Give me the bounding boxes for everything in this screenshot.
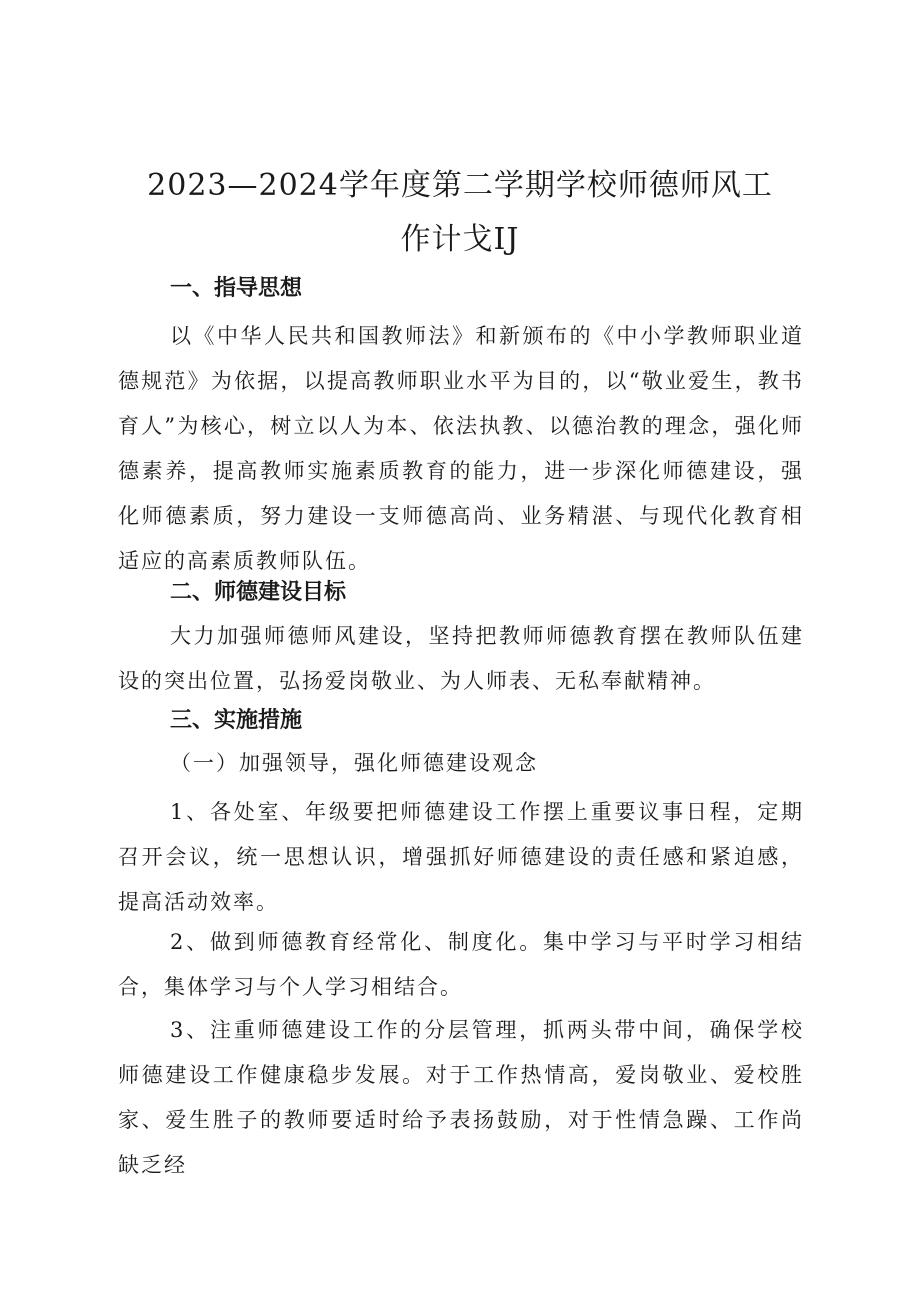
paragraph-measure-3: 3、注重师德建设工作的分层管理，抓两头带中间，确保学校师德建设工作健康稳步发展。对于工作热情高，爱岗敬业、爱校胜家、爱生胜子的教师要适时给予表扬鼓励，对于性情急躁、工作尚缺乏经 bbox=[118, 1018, 804, 1177]
paragraph-goals: 大力加强师德师风建设，坚持把教师师德教育摆在教师队伍建设的突出位置，弘扬爱岗敬业、为人师表、无私奉献精神。 bbox=[118, 624, 804, 693]
section-heading-guiding-thought: 一、指导思想 bbox=[170, 276, 303, 301]
paragraph-measure-1: 1、各处室、年级要把师德建设工作摆上重要议事日程，定期召开会议，统一思想认识，增强抓好师德建设的责任感和紧迫感，提高活动效率。 bbox=[118, 800, 804, 914]
subheading-leadership: （一）加强领导，强化师德建设观念 bbox=[170, 751, 538, 775]
section-heading-goals: 二、师德建设目标 bbox=[170, 580, 347, 605]
document-title-line-1: 2023—2024学年度第二学期学校师德师风工 bbox=[147, 168, 773, 203]
section-heading-measures: 三、实施措施 bbox=[170, 708, 303, 733]
document-title-line-2: 作计戈IJ bbox=[400, 222, 520, 257]
paragraph-measure-2: 2、做到师德教育经常化、制度化。集中学习与平时学习相结合，集体学习与个人学习相结合。 bbox=[118, 930, 804, 999]
paragraph-guiding-thought: 以《中华人民共和国教师法》和新颁布的《中小学教师职业道德规范》为依据，以提高教师职业水平为目的，以“敬业爱生，教书育人”为核心，树立以人为本、依法执教、以德治教的理念，强化师德素养，提高教师实施素质教育的能力，进一步深化师德建设，强化师德素质，努力建设一支师德高尚、业务精湛、与现代化教育相适应的高素质教师队伍。 bbox=[118, 324, 804, 573]
